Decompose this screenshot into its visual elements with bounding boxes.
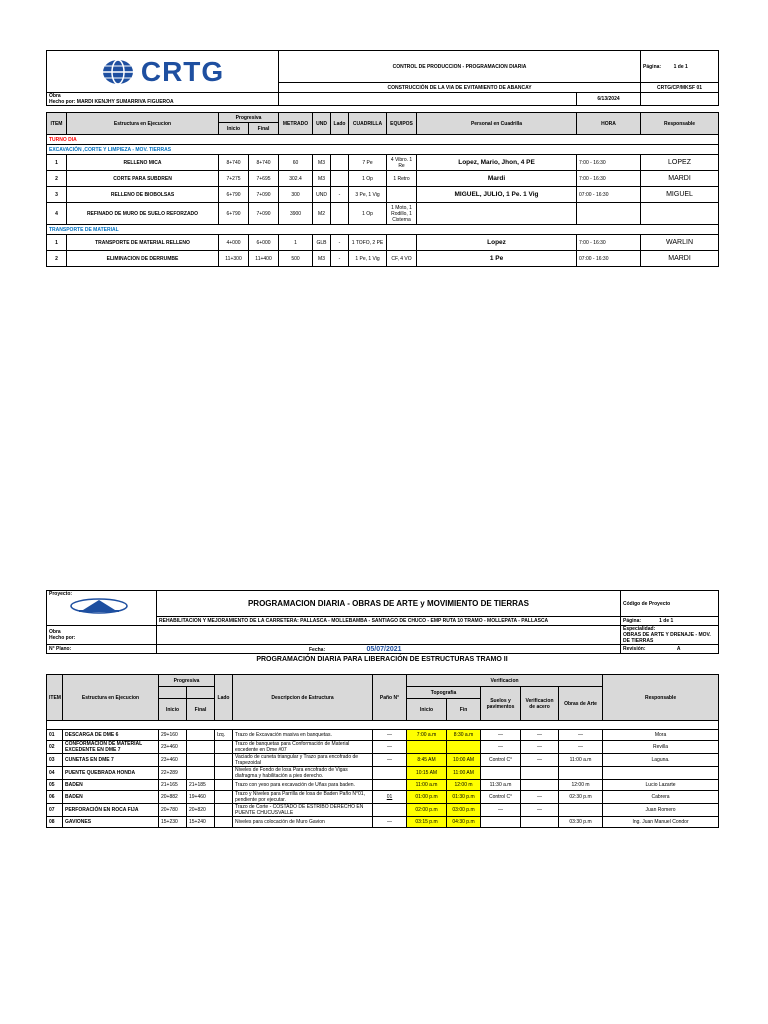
obras-cell: 12:00 m — [559, 780, 603, 791]
und-cell: GLB — [313, 235, 331, 251]
acero-cell — [521, 817, 559, 828]
proyecto-label: Proyecto: — [49, 591, 73, 597]
topo-fin-cell: 12:00 m — [447, 780, 481, 791]
lado-cell: - — [331, 251, 349, 267]
final-cell: 21+185 — [187, 780, 215, 791]
item-cell: 06 — [47, 791, 63, 804]
metrado-cell: 302.4 — [279, 171, 313, 187]
equipos-cell — [387, 235, 417, 251]
item-cell: 03 — [47, 754, 63, 767]
inicio-cell: 6+790 — [219, 203, 249, 225]
lado-cell — [215, 741, 233, 754]
inicio-cell: 22+289 — [159, 767, 187, 780]
responsable-cell — [603, 767, 719, 780]
estructura-cell: CONFORMACIÓN DE MATERIAL EXCEDENTE EN DME 7 — [63, 741, 159, 754]
codigo-cell: Código de Proyecto — [621, 591, 719, 617]
estructura-cell: RELLENO MICA — [67, 155, 219, 171]
col-inicio: Inicio — [219, 123, 249, 135]
acero-cell: — — [521, 754, 559, 767]
item-cell: 08 — [47, 817, 63, 828]
estructura-cell: BADEN — [63, 791, 159, 804]
descripcion-cell: Trazo de banquetas para Conformación de Material excedente en Dme #07 — [233, 741, 373, 754]
acero-cell — [521, 767, 559, 780]
pano-cell: — — [373, 741, 407, 754]
inicio-cell: 23+460 — [159, 741, 187, 754]
col2-suelos: Suelos y pavimentos — [481, 687, 521, 721]
responsable-cell: Ing. Juan Manuel Condor — [603, 817, 719, 828]
col2-pano: Paño N° — [373, 675, 407, 721]
hecho-por: Hecho por: MARDI KENJHY SUMARRIVA FIGUEROA — [49, 99, 174, 105]
responsable-cell: MARDI — [641, 251, 719, 267]
descripcion-cell: Trazo con yeso para excavación de Uñas para baden. — [233, 780, 373, 791]
hora-cell: 7:00 - 16:30 — [577, 171, 641, 187]
final-cell — [187, 767, 215, 780]
item-cell: 04 — [47, 767, 63, 780]
cuadrilla-cell: 1 Op — [349, 171, 387, 187]
col-item: ITEM — [47, 113, 67, 135]
col2-item: ITEM — [47, 675, 63, 721]
suelos-cell: Control C° — [481, 754, 521, 767]
responsable-cell — [641, 203, 719, 225]
lado-cell — [331, 171, 349, 187]
descripcion-cell: Trazo de Excavación masiva en banquetas. — [233, 730, 373, 741]
lado-cell — [215, 791, 233, 804]
col-personal: Personal en Cuadrilla — [417, 113, 577, 135]
topo-inicio-cell — [407, 741, 447, 754]
col2-final: Final — [187, 699, 215, 721]
hora-cell — [577, 203, 641, 225]
responsable-cell: Laguna. — [603, 754, 719, 767]
descripcion-cell: Vaciado de cuneta triangular y Trazo para encofrado de Trapezoidal — [233, 754, 373, 767]
suelos-cell: Control C° — [481, 791, 521, 804]
topo-fin-cell: 10:00 AM — [447, 754, 481, 767]
item-cell: 1 — [47, 235, 67, 251]
lado-cell — [331, 203, 349, 225]
section-excavacion: EXCAVACIÓN ,CORTE Y LIMPIEZA - MOV. TIERRAS — [47, 145, 719, 155]
lado-cell: - — [331, 235, 349, 251]
metrado-cell: 300 — [279, 187, 313, 203]
cuadrilla-cell: 1 Pe, 1 Vig — [349, 251, 387, 267]
lado-cell: Izq. — [215, 730, 233, 741]
personal-cell — [417, 203, 577, 225]
suelos-cell: 11:30 a.m — [481, 780, 521, 791]
col-metrado: METRADO — [279, 113, 313, 135]
obra-hecho-cell — [47, 93, 279, 106]
item-cell: 3 — [47, 187, 67, 203]
pano-cell — [373, 767, 407, 780]
fecha-value: 05/07/2021 — [366, 645, 402, 653]
lado-cell — [331, 155, 349, 171]
personal-cell: MIGUEL, JULIO, 1 Pe. 1 Vig — [417, 187, 577, 203]
item-cell: 2 — [47, 251, 67, 267]
topo-inicio-cell: 11:00 a.m — [407, 780, 447, 791]
pano-cell: — — [373, 754, 407, 767]
obras-cell: 11:00 a.m — [559, 754, 603, 767]
inicio-cell: 21+165 — [159, 780, 187, 791]
final-cell: 6+000 — [249, 235, 279, 251]
project-name: REHABILITACION Y MEJORAMIENTO DE LA CARRETERA: PALLASCA - MOLLEBAMBA - SANTIAGO DE CHUCO - EMP RUTA 10 TRAMO - MOLLEPATA - PALLASCA — [157, 617, 621, 626]
estructura-cell: TRANSPORTE DE MATERIAL RELLENO — [67, 235, 219, 251]
cuadrilla-cell: 1 TOFO, 2 PE — [349, 235, 387, 251]
responsable-cell: Revilla — [603, 741, 719, 754]
estructura-cell: CORTE PARA SUBDREN — [67, 171, 219, 187]
obras-cell: 03:30 p.m — [559, 817, 603, 828]
logo-cell — [47, 51, 279, 93]
globe-logo-icon — [101, 58, 135, 86]
col-und: UND — [313, 113, 331, 135]
col-responsable: Responsable — [641, 113, 719, 135]
topo-inicio-cell: 03:15 p.m — [407, 817, 447, 828]
responsable-cell: MIGUEL — [641, 187, 719, 203]
equipos-cell: 4 Vibro. 1 Re — [387, 155, 417, 171]
estructura-cell: REFINADO DE MURO DE SUELO REFORZADO — [67, 203, 219, 225]
col-estructura: Estructura en Ejecucion — [67, 113, 219, 135]
estructura-cell: CUNETAS EN DME 7 — [63, 754, 159, 767]
final-cell: 8+740 — [249, 155, 279, 171]
pano-cell: — — [373, 817, 407, 828]
liberation-table — [46, 674, 719, 828]
und-cell: M2 — [313, 203, 331, 225]
col2-acero: Verificacion de acero — [521, 687, 559, 721]
und-cell: UND — [313, 187, 331, 203]
table-row — [47, 187, 719, 203]
descripcion-cell: Niveles de Fondo de losa Para encofrado de Vigas diafragma y habilitación a pies derecho. — [233, 767, 373, 780]
metrado-cell: 3900 — [279, 203, 313, 225]
lado-cell — [215, 817, 233, 828]
equipos-cell: 1 Retro — [387, 171, 417, 187]
logo-text: CRTG — [140, 55, 225, 87]
item-cell: 4 — [47, 203, 67, 225]
suelos-cell — [481, 817, 521, 828]
col2-descripcion: Descripcion de Estructura — [233, 675, 373, 721]
fecha-cell: Fecha: 05/07/2021 — [157, 645, 621, 654]
col-equipos: EQUIPOS — [387, 113, 417, 135]
und-cell: M3 — [313, 171, 331, 187]
responsable-cell: Mora — [603, 730, 719, 741]
col2-verificacion: Verificacion — [407, 675, 603, 687]
topo-fin-cell — [447, 741, 481, 754]
item-cell: 2 — [47, 171, 67, 187]
col2-inicio: Inicio — [159, 699, 187, 721]
responsable-cell: MARDI — [641, 171, 719, 187]
inicio-cell: 4+000 — [219, 235, 249, 251]
responsable-cell: Lucio Lazarte — [603, 780, 719, 791]
metrado-cell: 1 — [279, 235, 313, 251]
col2-obras: Obras de Arte — [559, 687, 603, 721]
table-row — [47, 155, 719, 171]
table-row — [47, 171, 719, 187]
revision-cell: Revisión: A — [621, 645, 719, 654]
table-row — [47, 730, 719, 741]
estructura-cell: PERFORACIÓN EN ROCA FIJA — [63, 804, 159, 817]
hora-cell: 7:00 - 16:30 — [577, 235, 641, 251]
cuadrilla-cell: 7 Pe — [349, 155, 387, 171]
inicio-cell: 20+882 — [159, 791, 187, 804]
table-row — [47, 817, 719, 828]
obras-cell — [559, 767, 603, 780]
table-row — [47, 780, 719, 791]
final-cell: 11+400 — [249, 251, 279, 267]
topo-inicio-cell: 02:00 p.m — [407, 804, 447, 817]
final-cell: 7+090 — [249, 187, 279, 203]
col2-progresiva: Progresiva — [159, 675, 215, 687]
table-row — [47, 251, 719, 267]
final-cell — [187, 754, 215, 767]
final-cell: 7+090 — [249, 203, 279, 225]
suelos-cell: — — [481, 804, 521, 817]
col2-t-inicio: Inicio — [407, 699, 447, 721]
topo-fin-cell: 04:30 p.m — [447, 817, 481, 828]
topo-fin-cell: 11:00 AM — [447, 767, 481, 780]
descripcion-cell: Trazo y Niveles para Parrilla de losa de Baden Paño N°01, pendiente por ejecutar. — [233, 791, 373, 804]
responsable-cell: LOPEZ — [641, 155, 719, 171]
lado-cell — [215, 780, 233, 791]
descripcion-cell: Trazo de Corte - COSTADO DE ESTRIBO DERECHO EN PUENTE CHUCUSVALLE — [233, 804, 373, 817]
topo-inicio-cell: 01:00 p.m — [407, 791, 447, 804]
inicio-cell: 11+300 — [219, 251, 249, 267]
final-cell: 7+695 — [249, 171, 279, 187]
inicio-cell: 15+230 — [159, 817, 187, 828]
plano-label: N° Plano: — [47, 645, 157, 654]
col-progresiva: Progresiva — [219, 113, 279, 123]
acero-cell: — — [521, 791, 559, 804]
cuadrilla-cell: 1 Op — [349, 203, 387, 225]
programming-title: PROGRAMACION DIARIA - OBRAS DE ARTE y MOVIMIENTO DE TIERRAS — [157, 591, 621, 617]
estructura-cell: RELLENO DE BIOBOLSAS — [67, 187, 219, 203]
final-cell — [187, 730, 215, 741]
table-row — [47, 741, 719, 754]
pano-cell — [373, 804, 407, 817]
estructura-cell: DESCARGA DE DME 6 — [63, 730, 159, 741]
cuadrilla-cell: 3 Pe, 1 Vig — [349, 187, 387, 203]
pano-cell — [373, 780, 407, 791]
col-hora: HORA — [577, 113, 641, 135]
estructura-cell: PUENTE QUEBRADA HONDA — [63, 767, 159, 780]
personal-cell: Lopez — [417, 235, 577, 251]
obras-cell: — — [559, 730, 603, 741]
item-cell: 02 — [47, 741, 63, 754]
acero-cell — [521, 780, 559, 791]
date: 6/13/2024 — [577, 93, 641, 106]
obras-cell: — — [559, 741, 603, 754]
item-cell: 07 — [47, 804, 63, 817]
estructura-cell: GAVIONES — [63, 817, 159, 828]
metrado-cell: 500 — [279, 251, 313, 267]
hora-cell: 07:00 - 16:30 — [577, 187, 641, 203]
pano-cell: — — [373, 730, 407, 741]
equipos-cell: CF, 4 VO — [387, 251, 417, 267]
table-row — [47, 767, 719, 780]
col-cuadrilla: CUADRILLA — [349, 113, 387, 135]
acero-cell: — — [521, 741, 559, 754]
topo-fin-cell: 01:30 p.m — [447, 791, 481, 804]
col2-lado: Lado — [215, 675, 233, 721]
table-row — [47, 804, 719, 817]
obras-cell — [559, 804, 603, 817]
item-cell: 01 — [47, 730, 63, 741]
inicio-cell: 8+740 — [219, 155, 249, 171]
pagina-cell: Página: 1 de 1 — [621, 617, 719, 626]
responsable-cell: Cabrera — [603, 791, 719, 804]
final-cell: 19+460 — [187, 791, 215, 804]
hora-cell: 7:00 - 16:30 — [577, 155, 641, 171]
responsable-cell: Juan Romero — [603, 804, 719, 817]
personal-cell: 1 Pe — [417, 251, 577, 267]
acero-cell: — — [521, 730, 559, 741]
inicio-cell: 7+275 — [219, 171, 249, 187]
lado-cell — [215, 754, 233, 767]
und-cell: M3 — [313, 155, 331, 171]
obra-hecho-cell-2: Obra Hecho por: — [47, 626, 157, 645]
daily-programming-header — [46, 590, 719, 654]
lado-cell — [215, 767, 233, 780]
final-cell — [187, 741, 215, 754]
item-cell: 05 — [47, 780, 63, 791]
final-cell: 15+240 — [187, 817, 215, 828]
inicio-cell: 20+780 — [159, 804, 187, 817]
table-row — [47, 235, 719, 251]
und-cell: M3 — [313, 251, 331, 267]
section-title: PROGRAMACIÓN DIARIA PARA LIBERACIÓN DE ESTRUCTURAS TRAMO II — [256, 656, 508, 663]
suelos-cell: — — [481, 730, 521, 741]
especialidad-cell: Especialidad: OBRAS DE ARTE Y DRENAJE - MOV. DE TIERRAS — [621, 626, 719, 645]
turno-label: TURNO DIA — [47, 135, 719, 145]
company-logo-icon — [69, 597, 129, 615]
col-lado: Lado — [331, 113, 349, 135]
pano-cell: 01 — [373, 791, 407, 804]
inicio-cell: 29+160 — [159, 730, 187, 741]
inicio-cell: 23+460 — [159, 754, 187, 767]
estructura-cell: BADEN — [63, 780, 159, 791]
lado-cell: - — [331, 187, 349, 203]
col2-t-fin: Fin — [447, 699, 481, 721]
topo-inicio-cell: 7:00 a.m — [407, 730, 447, 741]
lado-cell — [215, 804, 233, 817]
col2-responsable: Responsable — [603, 675, 719, 721]
production-control-table — [46, 50, 719, 267]
page-number: Página: 1 de 1 — [641, 51, 719, 83]
equipos-cell — [387, 187, 417, 203]
acero-cell: — — [521, 804, 559, 817]
col-final: Final — [249, 123, 279, 135]
descripcion-cell: Niveles para colocación de Muro Gavion — [233, 817, 373, 828]
form-code: CRTG/CP/MKSF 01 — [641, 83, 719, 93]
inicio-cell: 6+790 — [219, 187, 249, 203]
proyecto-cell — [47, 591, 157, 626]
table-row — [47, 754, 719, 767]
equipos-cell: 1 Moto, 1 Rodillo, 1 Cisterna — [387, 203, 417, 225]
suelos-cell — [481, 767, 521, 780]
obras-cell: 02:30 p.m — [559, 791, 603, 804]
project-title: CONSTRUCCIÓN DE LA VIA DE EVITAMIENTO DE ABANCAY — [279, 83, 641, 93]
col2-topografia: Topografia — [407, 687, 481, 699]
final-cell: 20+820 — [187, 804, 215, 817]
form-title: CONTROL DE PRODUCCION - PROGRAMACION DIARIA — [279, 51, 641, 83]
suelos-cell: — — [481, 741, 521, 754]
section-transporte: TRANSPORTE DE MATERIAL — [47, 225, 719, 235]
topo-inicio-cell: 8:45 AM — [407, 754, 447, 767]
topo-inicio-cell: 10:15 AM — [407, 767, 447, 780]
responsable-cell: WARLIN — [641, 235, 719, 251]
obra-label: Obra — [49, 93, 61, 99]
topo-fin-cell: 03:00 p.m — [447, 804, 481, 817]
hora-cell: 07:00 - 16:30 — [577, 251, 641, 267]
personal-cell: Mardi — [417, 171, 577, 187]
col2-estructura: Estructura en Ejecucion — [63, 675, 159, 721]
metrado-cell: 60 — [279, 155, 313, 171]
personal-cell: Lopez, Mario, Jhon, 4 PE — [417, 155, 577, 171]
table-row — [47, 791, 719, 804]
topo-fin-cell: 8:30 a.m — [447, 730, 481, 741]
item-cell: 1 — [47, 155, 67, 171]
table-row — [47, 203, 719, 225]
estructura-cell: ELIMINACION DE DERRUMBE — [67, 251, 219, 267]
